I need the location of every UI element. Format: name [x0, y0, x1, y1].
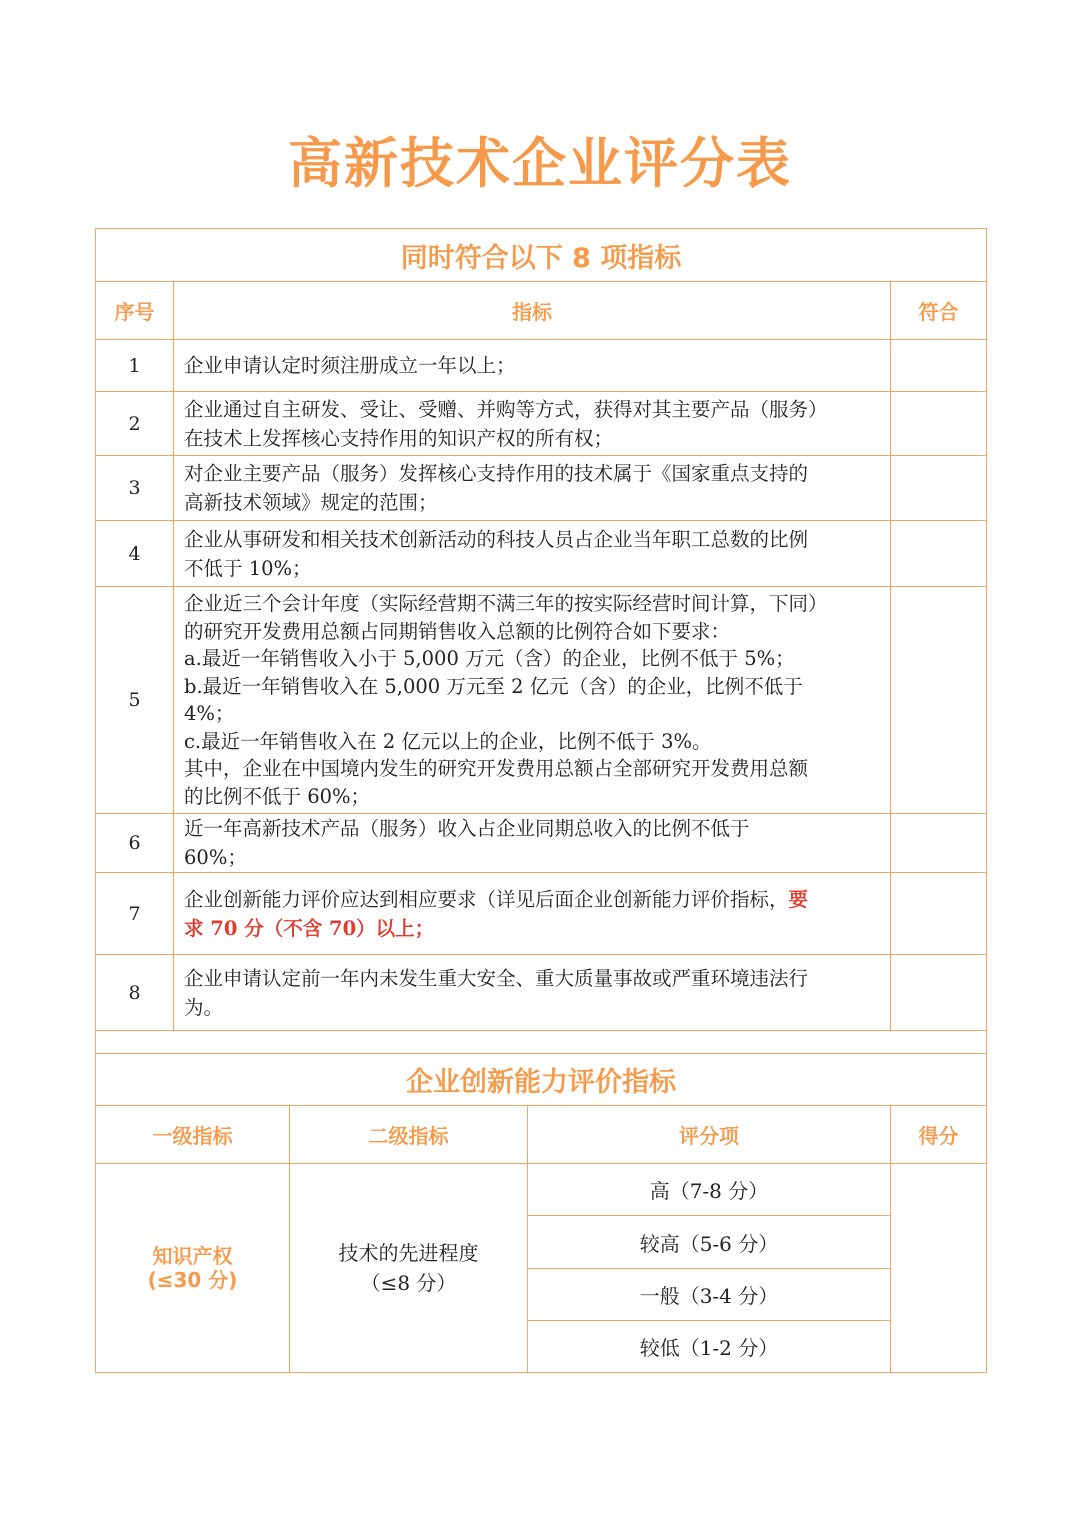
indicator-line: 企业申请认定时须注册成立一年以上；	[184, 354, 516, 377]
score-cell[interactable]	[891, 1164, 987, 1373]
level2-max: （≤8 分）	[360, 1271, 457, 1295]
match-cell[interactable]	[891, 873, 987, 955]
indicator-line: 对企业主要产品（服务）发挥核心支持作用的技术属于《国家重点支持的	[184, 462, 809, 485]
indicator-line: 高新技术领域》规定的范围；	[184, 491, 438, 514]
row-number: 6	[96, 814, 174, 873]
indicator-text	[174, 873, 891, 955]
indicator-line	[184, 885, 890, 914]
indicator-line: c.最近一年销售收入在 2 亿元以上的企业，比例不低于 3%。	[184, 729, 712, 753]
indicator-line: 不低于 10%；	[184, 556, 312, 580]
indicator-line: b.最近一年销售收入在 5,000 万元至 2 亿元（含）的企业，比例不低于	[184, 674, 803, 698]
indicator-line: 4%；	[184, 702, 235, 725]
indicator-line: 近一年高新技术产品（服务）收入占企业同期总收入的比例不低于	[184, 817, 750, 840]
table-row	[96, 340, 987, 392]
header-level1: 一级指标	[96, 1106, 290, 1164]
requirement-highlight: 求 70 分（不含 70）以上；	[184, 916, 435, 940]
score-option: 较高（5-6 分）	[528, 1216, 891, 1269]
header-items: 评分项	[528, 1106, 891, 1164]
table-row	[96, 587, 987, 814]
indicator-line: 其中，企业在中国境内发生的研究开发费用总额占全部研究开发费用总额	[184, 757, 809, 780]
match-cell[interactable]	[891, 392, 987, 456]
indicator-text	[174, 521, 891, 587]
indicator-line: 为。	[184, 995, 224, 1019]
row-number: 3	[96, 456, 174, 521]
level1-name: 知识产权	[152, 1244, 233, 1268]
indicator-line: 的研究开发费用总额占同期销售收入总额的比例符合如下要求：	[184, 619, 731, 643]
match-cell[interactable]	[891, 955, 987, 1031]
match-cell[interactable]	[891, 521, 987, 587]
innovation-section-title: 企业创新能力评价指标	[96, 1054, 987, 1106]
indicator-text	[174, 340, 891, 392]
indicator-text	[174, 814, 891, 873]
indicator-text	[174, 456, 891, 521]
table-row	[96, 456, 987, 521]
indicator-line: 企业通过自主研发、受让、受赠、并购等方式，获得对其主要产品（服务）	[184, 397, 828, 421]
table-row	[96, 521, 987, 587]
header-match: 符合	[891, 282, 987, 340]
row-number: 2	[96, 392, 174, 456]
indicator-line: 企业从事研发和相关技术创新活动的科技人员占企业当年职工总数的比例	[184, 527, 809, 551]
level1-max: (≤30 分)	[147, 1268, 238, 1292]
score-option: 一般（3-4 分）	[528, 1269, 891, 1321]
table-row	[96, 814, 987, 873]
match-cell[interactable]	[891, 340, 987, 392]
header-level2: 二级指标	[290, 1106, 528, 1164]
row-number: 1	[96, 340, 174, 392]
table-row	[96, 392, 987, 456]
innovation-table	[95, 1030, 987, 1373]
header-indicator: 指标	[174, 282, 891, 340]
indicator-text	[174, 587, 891, 814]
score-option: 较低（1-2 分）	[528, 1321, 891, 1373]
row-number: 4	[96, 521, 174, 587]
match-cell[interactable]	[891, 456, 987, 521]
level2-name: 技术的先进程度	[338, 1241, 479, 1265]
level2-indicator	[290, 1164, 528, 1373]
indicator-line: 60%；	[184, 846, 247, 869]
table-row	[96, 873, 987, 955]
indicator-text	[174, 955, 891, 1031]
row-number: 8	[96, 955, 174, 1031]
table-row	[96, 955, 987, 1031]
indicator-text	[174, 392, 891, 456]
indicator-line: 企业申请认定前一年内未发生重大安全、重大质量事故或严重环境违法行	[184, 966, 809, 990]
match-cell[interactable]	[891, 814, 987, 873]
criteria-table	[95, 228, 987, 1031]
page-title: 高新技术企业评分表	[288, 132, 792, 195]
indicator-line-plain: 企业创新能力评价应达到相应要求（详见后面企业创新能力评价指标，	[184, 887, 789, 911]
row-number: 5	[96, 587, 174, 814]
requirement-highlight: 要	[788, 887, 809, 911]
indicator-line: a.最近一年销售收入小于 5,000 万元（含）的企业，比例不低于 5%；	[184, 647, 795, 670]
header-score: 得分	[891, 1106, 987, 1164]
spacer-row	[96, 1031, 987, 1054]
score-option: 高（7-8 分）	[528, 1164, 891, 1216]
indicator-line: 在技术上发挥核心支持作用的知识产权的所有权；	[184, 426, 614, 450]
header-no: 序号	[96, 282, 174, 340]
match-cell[interactable]	[891, 587, 987, 814]
level1-indicator	[96, 1164, 290, 1373]
indicator-line: 的比例不低于 60%；	[184, 784, 371, 808]
criteria-section-title: 同时符合以下 8 项指标	[96, 229, 987, 282]
indicator-line: 企业近三个会计年度（实际经营期不满三年的按实际经营时间计算，下同）	[184, 592, 828, 615]
row-number: 7	[96, 873, 174, 955]
